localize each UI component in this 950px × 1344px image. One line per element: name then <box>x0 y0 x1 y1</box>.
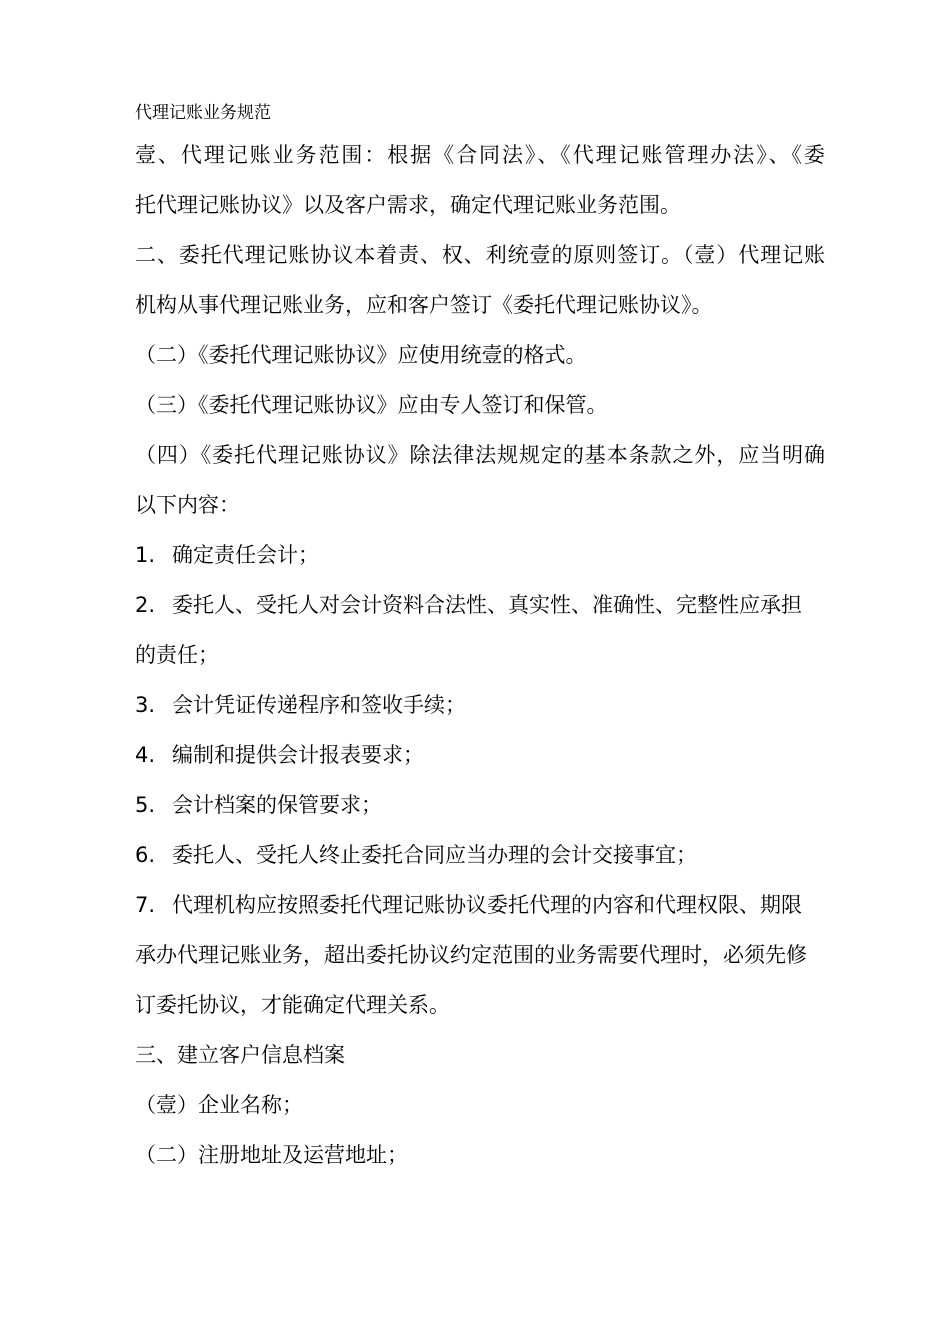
paragraph-line: （二）《委托代理记账协议》应使用统壹的格式。 <box>135 343 587 367</box>
paragraph-line: 以下内容： <box>135 493 240 517</box>
list-item <box>135 789 825 821</box>
list-item <box>135 839 825 871</box>
paragraph-line: 托代理记账协议》以及客户需求，确定代理记账业务范围。 <box>135 193 681 217</box>
list-item <box>135 689 825 721</box>
list-item-continuation: 承办代理记账业务，超出委托协议约定范围的业务需要代理时，必须先修 <box>135 943 807 967</box>
list-item-number: 7. <box>135 893 156 917</box>
list-item <box>135 539 825 571</box>
list-item-text: 委托人、受托人对会计资料合法性、真实性、准确性、完整性应承担 <box>172 593 802 617</box>
list-item-number: 1. <box>135 543 156 567</box>
list-item-number: 6. <box>135 843 156 867</box>
list-item <box>135 889 825 921</box>
list-item-number: 2. <box>135 593 156 617</box>
section-item: （壹）企业名称； <box>135 1093 303 1117</box>
list-item <box>135 589 825 621</box>
list-item-text: 会计档案的保管要求； <box>172 793 382 817</box>
paragraph-line: （三）《委托代理记账协议》应由专人签订和保管。 <box>135 393 608 417</box>
list-item-text: 委托人、受托人终止委托合同应当办理的会计交接事宜； <box>172 843 697 867</box>
list-item-text: 会计凭证传递程序和签收手续； <box>172 693 466 717</box>
paragraph-line: 二、委托代理记账协议本着责、权、利统壹的原则签订。（壹）代理记账 <box>135 243 825 267</box>
list-item <box>135 739 825 771</box>
list-item-continuation: 订委托协议，才能确定代理关系。 <box>135 993 450 1017</box>
paragraph-line: 机构从事代理记账业务，应和客户签订《委托代理记账协议》。 <box>135 293 713 317</box>
list-item-number: 5. <box>135 793 156 817</box>
paragraph-line: （四）《委托代理记账协议》除法律法规规定的基本条款之外，应当明确 <box>135 443 825 467</box>
list-item-text: 确定责任会计； <box>172 543 319 567</box>
paragraph-line: 壹、代理记账业务范围：根据《合同法》、《代理记账管理办法》、《委 <box>135 143 825 167</box>
list-item-number: 4. <box>135 743 156 767</box>
list-item-text: 代理机构应按照委托代理记账协议委托代理的内容和代理权限、期限 <box>172 893 802 917</box>
list-item-text: 编制和提供会计报表要求； <box>172 743 424 767</box>
list-item-continuation: 的责任； <box>135 643 219 667</box>
list-item-number: 3. <box>135 693 156 717</box>
section-heading: 三、建立客户信息档案 <box>135 1043 345 1067</box>
section-item: （二）注册地址及运营地址； <box>135 1143 408 1167</box>
document-title: 代理记账业务规范 <box>135 103 271 123</box>
